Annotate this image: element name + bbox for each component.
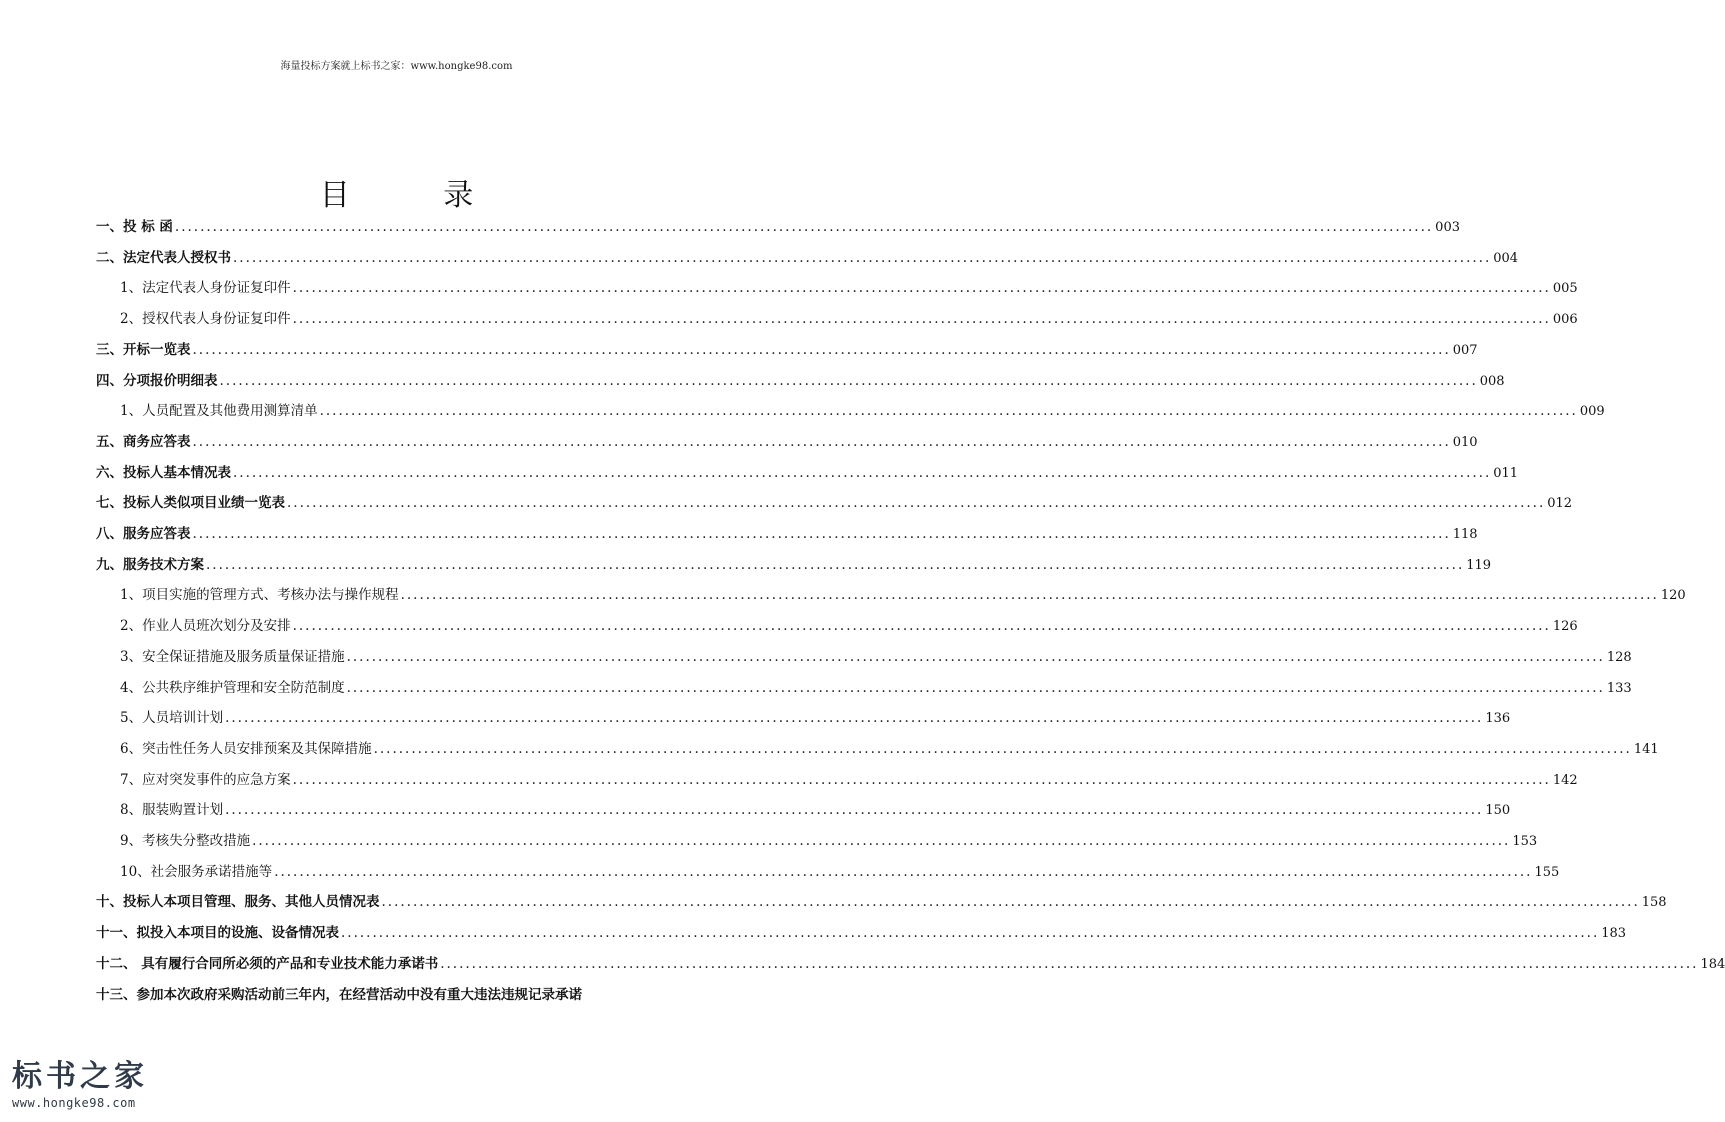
- toc-entry-label: 三、开标一览表: [96, 341, 191, 358]
- toc-entry[interactable]: [96, 246, 1519, 270]
- toc-entry-label: 十二、 具有履行合同所必须的产品和专业技术能力承诺书: [96, 955, 439, 972]
- toc-entry-page: 007: [1452, 342, 1478, 358]
- toc-entry-label: 1、项目实施的管理方式、考核办法与操作规程: [120, 587, 399, 604]
- toc-entry-page: 008: [1479, 373, 1505, 389]
- toc-entry-leader: ........................................................................................................................................................................................................: [341, 925, 1600, 942]
- toc-entry-page: 183: [1601, 926, 1627, 942]
- toc-entry-leader: ........................................................................................................................................................................................................: [346, 679, 1605, 696]
- toc-entry-label: 一、投 标 函: [96, 219, 173, 235]
- toc-entry-leader: ........................................................................................................................................................................................................: [192, 433, 1451, 450]
- toc-entry-label: 3、安全保证措施及服务质量保证措施: [120, 648, 345, 665]
- toc-entry-leader: ........................................................................................................................................................................................................: [206, 556, 1465, 573]
- toc-entry-page: 003: [1435, 220, 1460, 235]
- logo-url: www.hongke98.com: [12, 1096, 136, 1110]
- toc-entry[interactable]: [120, 860, 1560, 884]
- toc-entry-page: 118: [1452, 527, 1478, 542]
- toc-entry[interactable]: [120, 768, 1578, 792]
- toc-entry-label: 六、投标人基本情况表: [96, 464, 231, 481]
- toc-entry-leader: ........................................................................................................................................................................................................: [233, 249, 1492, 266]
- toc-entry-leader: ........................................................................................................................................................................................................: [292, 311, 1551, 328]
- toc-entry[interactable]: [96, 983, 696, 1007]
- toc-entry-label: 4、公共秩序维护管理和安全防范制度: [120, 679, 345, 696]
- toc-entry-leader: ........................................................................................................................................................................................................: [440, 955, 1699, 972]
- toc-entry[interactable]: [120, 276, 1578, 300]
- toc-entry-page: 153: [1512, 834, 1538, 849]
- toc-entry-leader: ........................................................................................................................................................................................................: [373, 740, 1632, 757]
- toc-entry-label: 四、分项报价明细表: [96, 372, 218, 389]
- toc-entry-page: 133: [1606, 680, 1632, 696]
- toc-entry-page: 150: [1485, 803, 1511, 819]
- toc-entry-page: 010: [1452, 434, 1478, 450]
- page-header: 海量投标方案就上标书之家：www.hongke98.com: [280, 61, 513, 72]
- toc-entry-page: 120: [1660, 588, 1686, 604]
- logo: [12, 1060, 162, 1110]
- toc-entry-leader: ........................................................................................................................................................................................................: [400, 587, 1659, 604]
- toc-entry-leader: ........................................................................................................................................................................................................: [274, 863, 1533, 880]
- toc-entry-page: 004: [1493, 250, 1519, 266]
- toc-entry[interactable]: [120, 706, 1511, 730]
- toc-entry-page: 141: [1633, 741, 1659, 757]
- toc-entry-label: 五、商务应答表: [96, 433, 191, 450]
- toc-entry-label: 8、服装购置计划: [120, 802, 224, 819]
- toc-entry-label: 二、法定代表人授权书: [96, 249, 231, 266]
- toc-entry-page: 155: [1534, 864, 1560, 880]
- toc-entry[interactable]: [120, 307, 1578, 331]
- toc-entry[interactable]: [96, 890, 1667, 914]
- toc-entry-label: 7、应对突发事件的应急方案: [120, 771, 291, 788]
- toc-entry-leader: ........................................................................................................................................................................................................: [319, 403, 1578, 420]
- toc-entry-label: 2、作业人员班次划分及安排: [120, 618, 291, 635]
- toc-entry-page: 011: [1493, 465, 1519, 481]
- toc-entry-label: 十一、拟投入本项目的设施、设备情况表: [96, 925, 339, 942]
- toc-entry[interactable]: [120, 676, 1632, 700]
- toc-entry-label: 七、投标人类似项目业绩一览表: [96, 495, 285, 512]
- toc-entry-leader: ........................................................................................................................................................................................................: [252, 833, 1511, 849]
- toc-entry-label: 9、考核失分整改措施: [120, 833, 251, 849]
- toc-entry-label: 1、人员配置及其他费用测算清单: [120, 403, 318, 420]
- toc-entry-page: 009: [1579, 404, 1605, 420]
- toc-entry[interactable]: [120, 645, 1632, 669]
- toc-entry[interactable]: [120, 798, 1511, 822]
- toc-entry[interactable]: [120, 399, 1605, 423]
- toc-entry-page: 136: [1485, 711, 1511, 727]
- toc-entry-label: 十、投标人本项目管理、服务、其他人员情况表: [96, 894, 380, 911]
- toc-entry-leader: ........................................................................................................................................................................................................: [192, 341, 1451, 358]
- toc-entry-leader: ........................................................................................................................................................................................................: [192, 526, 1451, 542]
- toc-entry[interactable]: [96, 215, 1460, 239]
- page-title: 目 录: [319, 178, 516, 213]
- toc-entry-page: 012: [1547, 496, 1573, 512]
- toc-entry[interactable]: [120, 614, 1578, 638]
- toc-entry[interactable]: [96, 461, 1519, 485]
- toc-entry-leader: ........................................................................................................................................................................................................: [174, 219, 1434, 235]
- toc-entry[interactable]: [96, 491, 1573, 515]
- toc-entry-leader: ........................................................................................................................................................................................................: [346, 648, 1605, 665]
- toc-entry-page: 126: [1552, 619, 1578, 635]
- toc-entry-leader: ........................................................................................................................................................................................................: [292, 280, 1551, 297]
- toc-entry[interactable]: [96, 430, 1478, 454]
- toc-entry[interactable]: [96, 522, 1478, 546]
- toc-entry-leader: ........................................................................................................................................................................................................: [225, 802, 1484, 819]
- toc-entry[interactable]: [120, 829, 1538, 853]
- toc-entry[interactable]: [96, 952, 1725, 976]
- toc-entry-leader: ........................................................................................................................................................................................................: [381, 894, 1640, 911]
- toc-entry-leader: ........................................................................................................................................................................................................: [219, 372, 1478, 389]
- toc-entry-label: 10、社会服务承诺措施等: [120, 863, 273, 880]
- toc-entry-page: 119: [1466, 557, 1492, 573]
- toc-entry[interactable]: [96, 553, 1492, 577]
- toc-entry-leader: ........................................................................................................................................................................................................: [233, 464, 1492, 481]
- toc-entry-label: 八、服务应答表: [96, 526, 191, 542]
- toc-entry-label: 十三、参加本次政府采购活动前三年内，在经营活动中没有重大违法违规记录承诺: [96, 986, 582, 1003]
- toc-entry-leader: ........................................................................................................................................................................................................: [287, 495, 1546, 512]
- toc-entry[interactable]: [96, 369, 1505, 393]
- toc-entry[interactable]: [120, 737, 1659, 761]
- toc-entry-label: 1、法定代表人身份证复印件: [120, 280, 291, 297]
- toc-entry-page: 006: [1552, 312, 1578, 328]
- toc-entry-label: 九、服务技术方案: [96, 556, 204, 573]
- toc-entry-page: 184: [1700, 956, 1725, 972]
- toc-entry-label: 2、授权代表人身份证复印件: [120, 311, 291, 328]
- toc-entry-page: 005: [1552, 281, 1578, 297]
- toc-entry-page: 142: [1552, 772, 1578, 788]
- toc-entry-leader: ........................................................................................................................................................................................................: [292, 771, 1551, 788]
- toc-entry-leader: ........................................................................................................................................................................................................: [225, 710, 1484, 727]
- toc-entry-label: 6、突击性任务人员安排预案及其保障措施: [120, 740, 372, 757]
- toc-entry-page: 128: [1606, 649, 1632, 665]
- toc-entry[interactable]: [120, 583, 1686, 607]
- logo-name: 标书之家: [12, 1059, 148, 1094]
- toc-entry[interactable]: [96, 921, 1627, 945]
- toc-entry-page: 158: [1641, 895, 1667, 911]
- toc-entry-leader: ........................................................................................................................................................................................................: [292, 618, 1551, 635]
- toc-entry-label: 5、人员培训计划: [120, 710, 224, 727]
- toc-entry[interactable]: [96, 338, 1478, 362]
